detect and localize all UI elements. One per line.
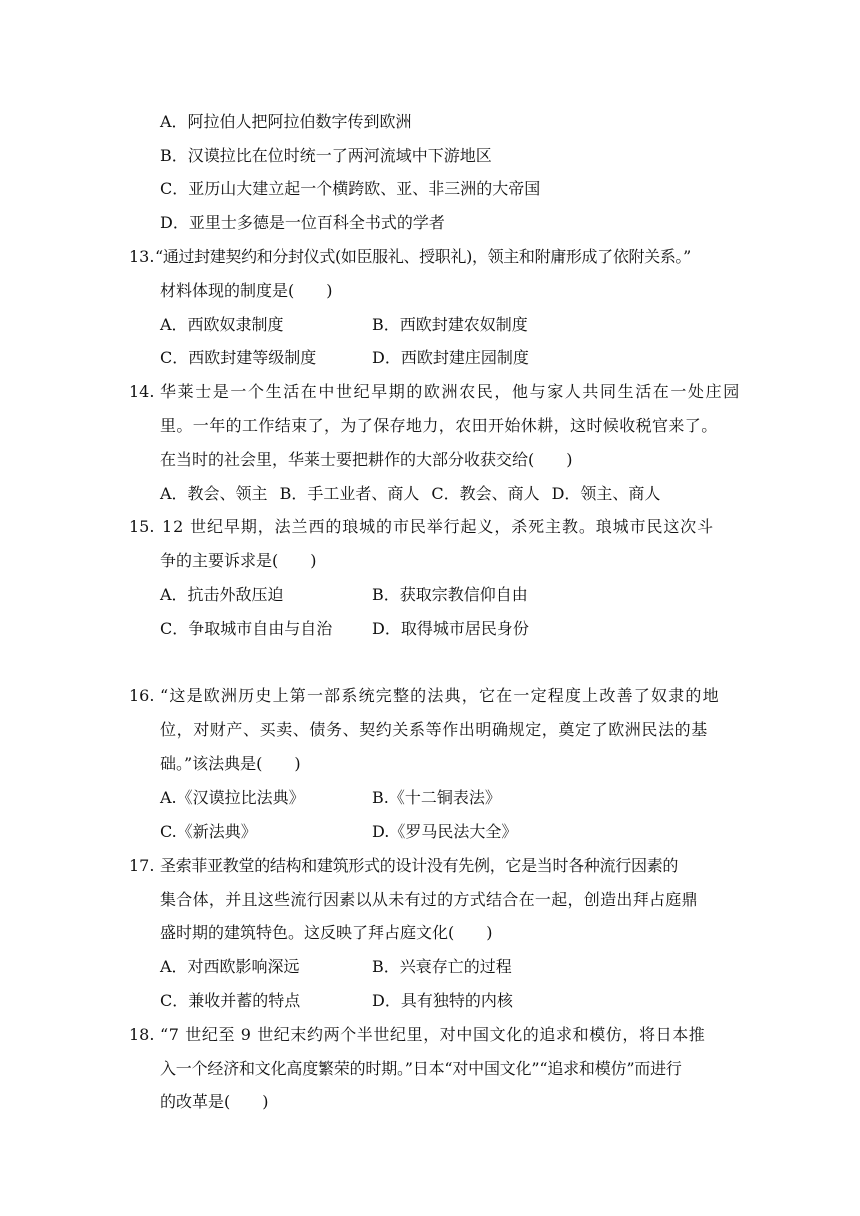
q17-stem-line3: 盛时期的建筑特色。这反映了拜占庭文化( ) bbox=[160, 923, 493, 942]
q13-stem-line2: 材料体现的制度是( ) bbox=[160, 281, 333, 300]
q17-option-d: D．具有独特的内核 bbox=[372, 991, 513, 1010]
q13-option-a: A．西欧奴隶制度 bbox=[160, 315, 284, 334]
q15-option-d: D．取得城市居民身份 bbox=[372, 619, 529, 638]
q16-option-c: C.《新法典》 bbox=[160, 822, 257, 841]
q15-option-b: B．获取宗教信仰自由 bbox=[372, 585, 528, 604]
q16-option-a: A.《汉谟拉比法典》 bbox=[160, 788, 305, 807]
q16-stem-line3: 础。”该法典是( ) bbox=[160, 754, 301, 773]
q18-stem-line2: 入一个经济和文化高度繁荣的时期。”日本“对中国文化”“追求和模仿”而进行 bbox=[160, 1059, 682, 1078]
prev-option-b: B．汉谟拉比在位时统一了两河流域中下游地区 bbox=[160, 146, 492, 165]
prev-option-d: D．亚里士多德是一位百科全书式的学者 bbox=[160, 213, 445, 232]
q14-option-a: A．教会、领主 bbox=[160, 484, 268, 503]
q16-number: 16. bbox=[129, 686, 155, 705]
q17-option-b: B．兴衰存亡的过程 bbox=[372, 957, 512, 976]
q17-stem-line2: 集合体，并且这些流行因素以从未有过的方式结合在一起，创造出拜占庭鼎 bbox=[160, 890, 698, 909]
q17-option-a: A．对西欧影响深远 bbox=[160, 957, 300, 976]
q14-stem-line1: 华莱士是一个生活在中世纪早期的欧洲农民，他与家人共同生活在一处庄园 bbox=[160, 382, 741, 401]
q14-stem-line2: 里。一年的工作结束了，为了保存地力，农田开始休耕，这时候收税官来了。 bbox=[160, 416, 718, 435]
q16-stem-line2: 位，对财产、买卖、债务、契约关系等作出明确规定，奠定了欧洲民法的基 bbox=[160, 720, 708, 739]
q14-stem-line3: 在当时的社会里，华莱士要把耕作的大部分收获交给( ) bbox=[160, 450, 573, 469]
q14-option-b: B．手工业者、商人 bbox=[279, 484, 420, 503]
q13-number: 13. bbox=[129, 247, 155, 266]
prev-option-a: A．阿拉伯人把阿拉伯数字传到欧洲 bbox=[160, 112, 412, 131]
q16-option-b: B.《十二铜表法》 bbox=[372, 788, 501, 807]
q18-number: 18. bbox=[129, 1025, 155, 1044]
q13-option-c: C．西欧封建等级制度 bbox=[160, 348, 317, 367]
q16-option-d: D.《罗马民法大全》 bbox=[372, 822, 518, 841]
q17-number: 17. bbox=[129, 856, 155, 875]
q14-option-d: D．领主、商人 bbox=[551, 484, 661, 503]
q18-stem-line1: “7 世纪至 9 世纪末约两个半世纪里，对中国文化的追求和模仿，将日本推 bbox=[160, 1025, 706, 1044]
q14-number: 14. bbox=[129, 382, 155, 401]
q15-option-a: A．抗击外敌压迫 bbox=[160, 585, 284, 604]
prev-option-c: C．亚历山大建立起一个横跨欧、亚、非三洲的大帝国 bbox=[160, 179, 541, 198]
q15-option-c: C．争取城市自由与自治 bbox=[160, 619, 333, 638]
q18-stem-line3: 的改革是( ) bbox=[160, 1092, 269, 1111]
q13-option-b: B．西欧封建农奴制度 bbox=[372, 315, 528, 334]
q13-option-d: D．西欧封建庄园制度 bbox=[372, 348, 529, 367]
q15-stem-line1: 12 世纪早期，法兰西的琅城的市民举行起义，杀死主教。琅城市民这次斗 bbox=[162, 517, 715, 536]
q16-stem-line1: “这是欧洲历史上第一部系统完整的法典，它在一定程度上改善了奴隶的地 bbox=[160, 686, 720, 705]
q15-stem-line2: 争的主要诉求是( ) bbox=[160, 551, 317, 570]
q17-option-c: C．兼收并蓄的特点 bbox=[160, 991, 301, 1010]
q13-stem-line1: “通过封建契约和分封仪式(如臣服礼、授职礼)，领主和附庸形成了依附关系。” bbox=[155, 247, 691, 266]
q14-option-c: C．教会、商人 bbox=[431, 484, 540, 503]
q15-number: 15. bbox=[129, 517, 155, 536]
q17-stem-line1: 圣索菲亚教堂的结构和建筑形式的设计没有先例，它是当时各种流行因素的 bbox=[160, 856, 679, 875]
q14-options-row bbox=[160, 482, 660, 506]
